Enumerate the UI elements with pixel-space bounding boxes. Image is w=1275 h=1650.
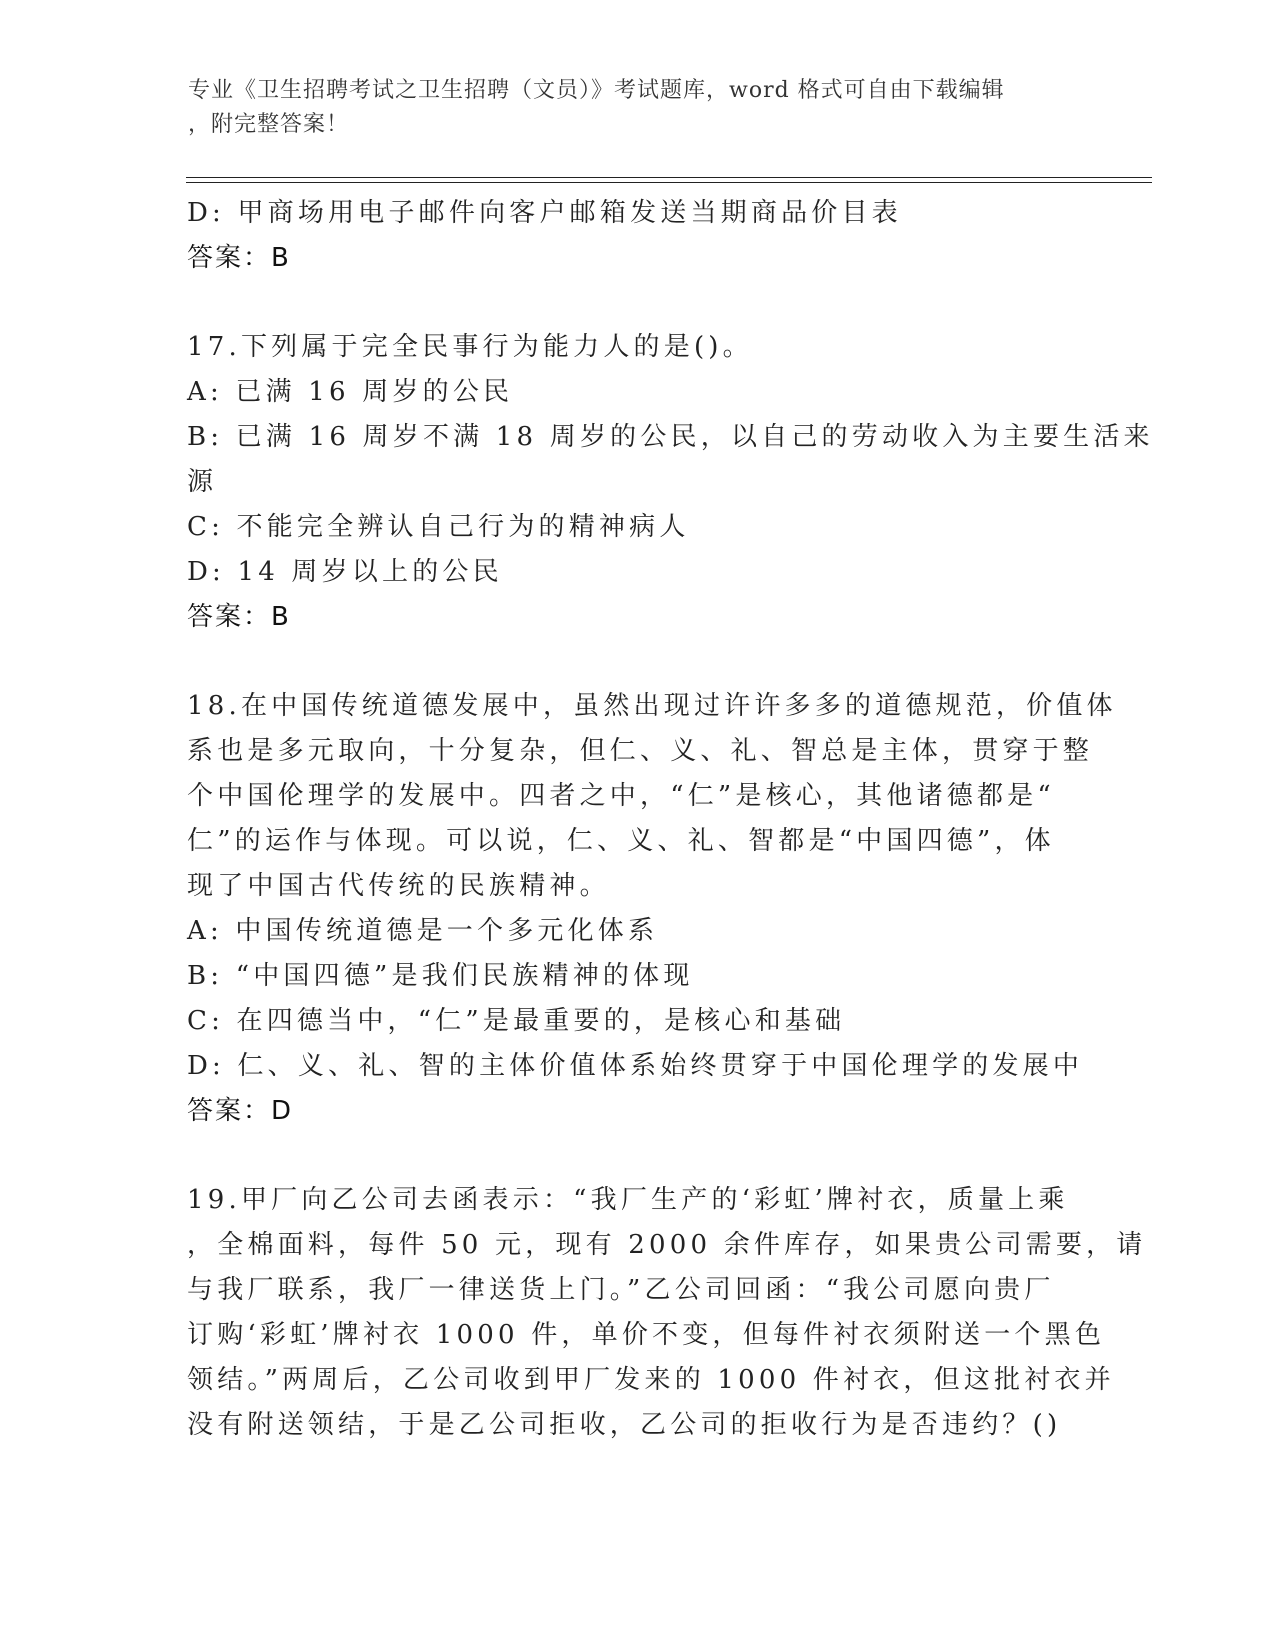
question-stem: 仁”的运作与体现。可以说，仁、义、礼、智都是“中国四德”，体	[187, 826, 1055, 856]
question-stem: 17.下列属于完全民事行为能力人的是()。	[187, 332, 753, 362]
spacer	[187, 1134, 1087, 1178]
question-18	[187, 684, 1117, 1134]
option-d: D: 甲商场用电子邮件向客户邮箱发送当期商品价目表	[187, 198, 902, 228]
answer-line: 答案：D	[187, 1096, 294, 1126]
question-stem: ，全棉面料，每件 50 元，现有 2000 余件库存，如果贵公司需要，请	[187, 1230, 1147, 1260]
question-stem: 18.在中国传统道德发展中，虽然出现过许许多多的道德规范，价值体	[187, 691, 1117, 721]
option-b-continued: 源	[187, 467, 218, 497]
question-stem: 个中国伦理学的发展中。四者之中，“仁”是核心，其他诸德都是“	[187, 781, 1055, 811]
option-d: D: 仁、义、礼、智的主体价值体系始终贯穿于中国伦理学的发展中	[187, 1051, 1084, 1081]
option-c: C: 不能完全辨认自己行为的精神病人	[187, 512, 690, 542]
header-line-2: ，附完整答案！	[188, 112, 350, 137]
question-content	[187, 191, 1154, 1448]
question-stem: 订购‘彩虹’牌衬衣 1000 件，单价不变，但每件衬衣须附送一个黑色	[187, 1320, 1106, 1350]
question-stem: 19.甲厂向乙公司去函表示：“我厂生产的‘彩虹’牌衬衣，质量上乘	[187, 1185, 1069, 1215]
spacer	[187, 640, 1087, 684]
question-stem: 与我厂联系，我厂一律送货上门。”乙公司回函：“我公司愿向贵厂	[187, 1275, 1055, 1305]
question-stem: 现了中国古代传统的民族精神。	[187, 871, 610, 901]
option-a: A: 已满 16 周岁的公民	[187, 377, 514, 407]
question-stem: 系也是多元取向，十分复杂，但仁、义、礼、智总是主体，贯穿于整	[187, 736, 1094, 766]
option-d: D: 14 周岁以上的公民	[187, 557, 503, 587]
answer-line: 答案：B	[187, 243, 291, 273]
header-rule-bottom	[186, 182, 1152, 183]
spacer	[187, 281, 1087, 325]
option-a: A: 中国传统道德是一个多元化体系	[187, 916, 659, 946]
option-b: B: “中国四德”是我们民族精神的体现	[187, 961, 694, 991]
question-17	[187, 325, 1154, 640]
option-b: B: 已满 16 周岁不满 18 周岁的公民，以自己的劳动收入为主要生活来	[187, 422, 1154, 452]
answer-line: 答案：B	[187, 602, 291, 632]
header-line-1: 专业《卫生招聘考试之卫生招聘（文员）》考试题库，word 格式可自由下载编辑	[188, 78, 1005, 103]
question-stem: 没有附送领结，于是乙公司拒收，乙公司的拒收行为是否违约？()	[187, 1410, 1062, 1440]
document-header	[188, 74, 1068, 142]
header-rule-top	[186, 177, 1152, 178]
option-c: C: 在四德当中，“仁”是最重要的，是核心和基础	[187, 1006, 846, 1036]
question-19	[187, 1178, 1147, 1448]
question-stem: 领结。”两周后，乙公司收到甲厂发来的 1000 件衬衣，但这批衬衣并	[187, 1365, 1115, 1395]
